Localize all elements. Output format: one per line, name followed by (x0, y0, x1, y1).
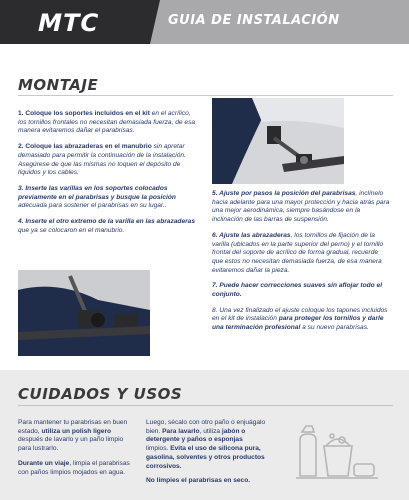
step-3: 3. Inserte las varillas en los soportes colocados previamente en el parabrisas y busque la posición adecuada para sostener el parabrisas en su lugar.. (18, 184, 176, 210)
montaje-divider (18, 95, 393, 96)
step-4: 4. Inserte el otro extremo de la varilla en las abrazaderas que ya se colocaron en el manubrio. (18, 218, 196, 234)
header-title: GUIA DE INSTALACIÓN (168, 13, 340, 28)
step-5: 5. Ajuste por pasos la posición del parabrisas, inclínelo hacia adelante para una mayor protección y hacia atrás para una mejor aerodinámica, siempre basándose en la inclinación de las barras de suspensión. (212, 190, 390, 224)
care-tip-3: Luego, sécalo con otro paño o enjuágalo bien. Para lavarlo, utiliza jabón o detergente y paños o esponjas limpios. Evita el uso de silicona pura, gasolina, solventes y otros productos corrosivos. (146, 419, 266, 470)
step-1: 1. Coloque los soportes incluidos en el kit en el acrílico, los tornillos frontales no necesitan demasiada fuerza, de esa manera evitaremos dañar el parabrisas. (18, 110, 196, 135)
step-8: 8. Una vez finalizado el ajuste coloque los tapones incluidos en el kit de instalación para proteger los tornillos y darle una terminación profesional a su nuevo parabrisas. (212, 306, 388, 332)
montaje-title: MONTAJE (18, 76, 99, 94)
cuidados-divider (18, 405, 393, 406)
care-tip-4: No limpies el parabrisas en seco. (146, 477, 251, 485)
care-tip-1: Para mantener tu parabrisas en buen estado, utiliza un polish ligero después de lavarlo y un paño limpio para lustrarlo. (18, 419, 128, 453)
windshield-bracket-photo (212, 98, 344, 184)
care-tip-2: Durante un viaje, limpia el parabrisas con paños limpios mojados en agua. (18, 459, 130, 476)
steps-left-column (18, 110, 200, 242)
brand-logo: MTC (35, 9, 102, 37)
step-2: 2. Coloque las abrazaderas en el manubrio sin apretar demasiado para permitir la continuación de la instalación. Asegúrese de que las mismas no toquen el depósito de líquidos y los cables. (18, 143, 186, 177)
cuidados-title: CUIDADOS Y USOS (18, 385, 183, 403)
step-7: 7. Puede hacer correcciones suaves sin aflojar todo el conjunto. (212, 282, 383, 299)
page-header (0, 0, 409, 44)
step-6: 6. Ajuste las abrazaderas, los tornillos de fijación de la varilla (ubicados en la parte superior del perno) y el tornillo frontal del soporte de acrílico de forma gradual, recuerde que estos no necesitan demasiada fuerza, de esa manera evitaremos dañar la pieza. (212, 231, 384, 274)
care-left-column (18, 419, 136, 483)
cleaning-supplies-icon (292, 418, 382, 484)
steps-right-column (212, 190, 390, 340)
care-right-column (146, 419, 266, 492)
handlebar-clamp-photo (18, 270, 150, 356)
